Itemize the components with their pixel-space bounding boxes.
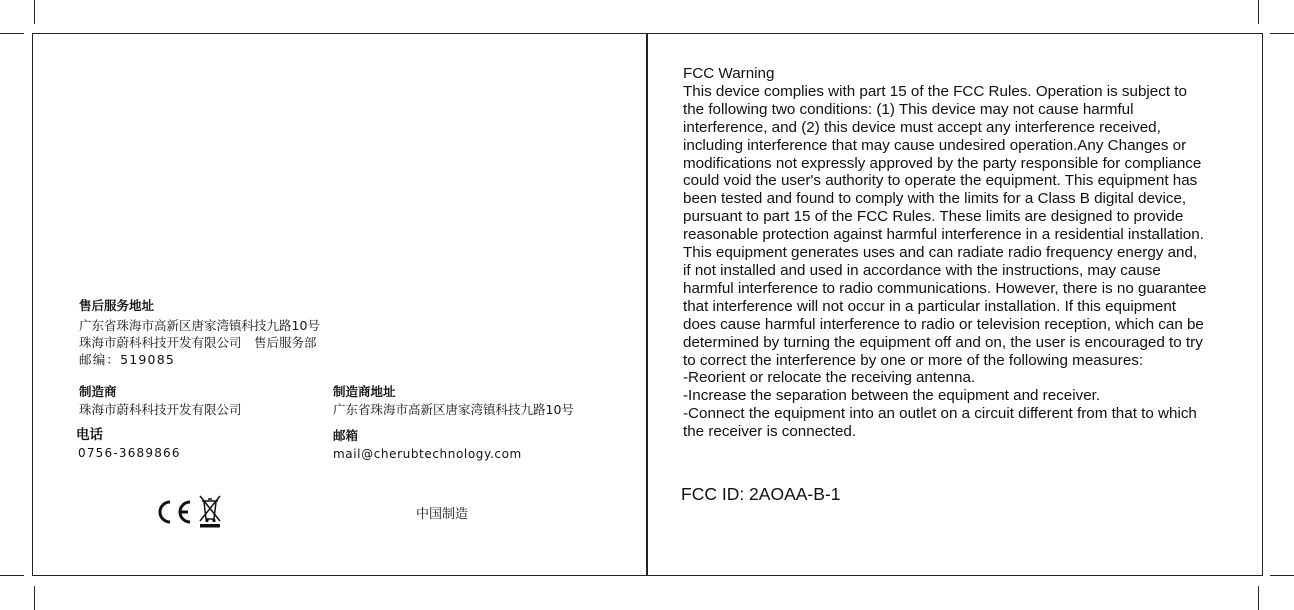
fcc-warning-line: been tested and found to comply with the limits for a Class B digital device,: [683, 190, 1187, 208]
service-heading: 售后服务地址: [79, 298, 155, 313]
crop-mark: [0, 33, 24, 34]
ce-mark-icon: [154, 498, 194, 526]
fcc-warning-line: pursuant to part 15 of the FCC Rules. These limits are designed to provide: [683, 208, 1184, 226]
fcc-warning-line: This equipment generates uses and can radiate radio frequency energy and,: [683, 244, 1198, 262]
manufacturer-name: 珠海市蔚科科技开发有限公司: [79, 402, 242, 417]
phone-heading: 电话: [76, 427, 103, 443]
fcc-warning-line: if not installed and used in accordance with the instructions, may cause: [683, 261, 1161, 279]
crop-mark: [1270, 33, 1294, 34]
fcc-warning-line: determined by turning the equipment off and on, the user is encouraged to try: [683, 333, 1203, 351]
fcc-warning-line: interference, and (2) this device must accept any interference received,: [683, 118, 1161, 136]
fcc-warning-line: reasonable protection against harmful interference in a residential installation.: [683, 226, 1204, 244]
email-address: mail@cherubtechnology.com: [333, 447, 522, 461]
left-panel: [32, 33, 648, 576]
fcc-warning-line: does cause harmful interference to radio or television reception, which can be: [683, 315, 1204, 333]
made-in-china-label: 中国制造: [416, 507, 469, 522]
service-company: 珠海市蔚科科技开发有限公司 售后服务部: [79, 335, 317, 350]
crop-mark: [0, 575, 24, 576]
crop-mark: [34, 586, 35, 610]
crop-mark: [1258, 0, 1259, 24]
fcc-warning-line: that interference will not occur in a particular installation. If this equipment: [683, 297, 1177, 315]
service-address: 广东省珠海市高新区唐家湾镇科技九路10号: [79, 318, 320, 333]
fcc-warning-line: to correct the interference by one or more of the following measures:: [683, 351, 1144, 369]
crop-mark: [1258, 586, 1259, 610]
fcc-warning-line: including interference that may cause undesired operation.Any Changes or: [683, 136, 1187, 154]
manufacturer-address: 广东省珠海市高新区唐家湾镇科技九路10号: [333, 402, 574, 417]
fcc-warning-line: could void the user's authority to operate the equipment. This equipment has: [683, 172, 1198, 190]
weee-bin-icon: [199, 494, 221, 528]
email-heading: 邮箱: [333, 428, 359, 443]
fcc-warning-line: modifications not expressly approved by the party responsible for compliance: [683, 154, 1202, 172]
fcc-warning-line: the receiver is connected.: [683, 423, 857, 441]
manufacturer-address-heading: 制造商地址: [333, 384, 396, 399]
fcc-warning-line: -Reorient or relocate the receiving antenna.: [683, 369, 976, 387]
crop-mark: [34, 0, 35, 24]
fcc-warning-line: This device complies with part 15 of the FCC Rules. Operation is subject to: [683, 82, 1187, 100]
manufacturer-heading: 制造商: [79, 384, 117, 399]
fcc-warning-line: harmful interference to radio communications. However, there is no guarantee: [683, 279, 1207, 297]
fcc-warning-text: [683, 65, 1263, 441]
fcc-warning-title: FCC Warning: [683, 65, 775, 82]
phone-number: 0756-3689866: [78, 446, 181, 460]
fcc-warning-line: -Connect the equipment into an outlet on a circuit different from that to which: [683, 405, 1197, 423]
fcc-id: FCC ID: 2AOAA-B-1: [681, 484, 841, 504]
fcc-warning-line: -Increase the separation between the equipment and receiver.: [683, 387, 1101, 405]
crop-mark: [1270, 575, 1294, 576]
service-postcode: 邮编：519085: [79, 352, 176, 367]
right-panel: [646, 33, 1263, 576]
fcc-warning-line: the following two conditions: (1) This device may not cause harmful: [683, 100, 1134, 118]
